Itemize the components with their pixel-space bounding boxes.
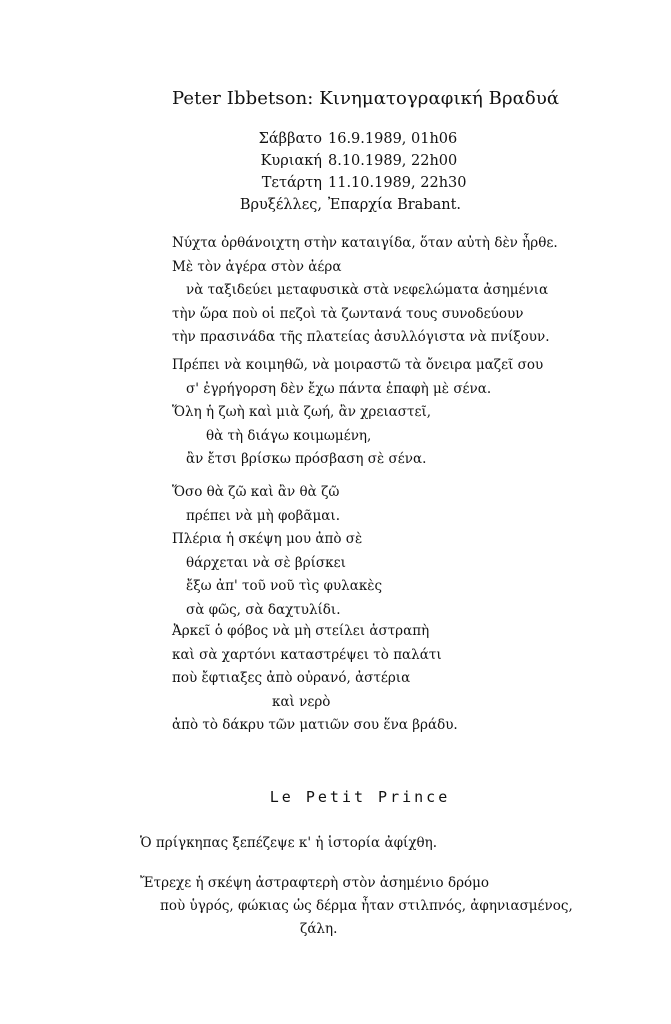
date-row	[232, 150, 466, 172]
date-value: 11.10.1989, 22h30	[328, 175, 467, 191]
date-value: 16.9.1989, 01h06	[328, 131, 458, 147]
date-block	[232, 128, 466, 216]
stanza-2	[172, 354, 543, 472]
poem-line: Ἀρκεῖ ὁ φόβος νὰ μὴ στείλει ἀστραπὴ	[172, 623, 430, 639]
date-place-value: Ἐπαρχία Brabant.	[328, 197, 462, 213]
poem-line: Νύχτα ὀρθάνοιχτη στὴν καταιγίδα, ὅταν αὐτὴ δὲν ἦρθε.	[172, 235, 558, 251]
date-value: 8.10.1989, 22h00	[328, 153, 458, 169]
poem-line: Πρέπει νὰ κοιμηθῶ, νὰ μοιραστῶ τὰ ὄνειρα μαζεῖ σου	[172, 357, 544, 373]
poem-line: σ' ἐγρήγορση δὲν ἔχω πάντα ἐπαφὴ μὲ σένα.	[186, 380, 492, 397]
date-day: Κυριακή	[260, 153, 322, 169]
poem-line: ἂν ἔτσι βρίσκω πρόσβαση σὲ σένα.	[186, 451, 427, 467]
poem-line: Ἔτρεχε ἡ σκέψη ἀστραφτερὴ στὸν ἀσημένιο δρόμο	[140, 875, 490, 891]
date-row	[232, 128, 466, 150]
poem-line: ποὺ ὑγρός, φώκιας ὡς δέρμα ἦταν στιλπνός, ἀφηνιασμένος,	[160, 898, 573, 914]
poem-line: σὰ φῶς, σὰ δαχτυλίδι.	[186, 601, 341, 618]
date-day: Τετάρτη	[261, 175, 322, 191]
date-row	[232, 194, 466, 216]
section-title: Le Petit Prince	[269, 788, 451, 806]
prince-stanza-1	[140, 832, 437, 855]
poem-line: Ὅσο θὰ ζῶ καὶ ἂν θὰ ζῶ	[172, 484, 340, 500]
poem-line: τὴν πρασινάδα τῆς πλατείας ἀσυλλόγιστα νὰ πνίξουν.	[172, 329, 550, 345]
poem-line: Ὅλη ἡ ζωὴ καὶ μιὰ ζωή, ἂν χρειαστεῖ,	[172, 404, 432, 420]
page-title: Peter Ibbetson: Κινηματογραφική Βραδυά	[172, 88, 560, 109]
poem-line: θὰ τὴ διάγω κοιμωμένη,	[206, 427, 372, 444]
prince-stanza-2	[140, 872, 573, 941]
stanza-3	[172, 481, 382, 622]
poem-line: ἔξω ἀπ' τοῦ νοῦ τὶς φυλακὲς	[186, 578, 383, 594]
poem-line: τὴν ὥρα ποὺ οἱ πεζοὶ τὰ ζωντανά τους συνοδεύουν	[172, 305, 524, 322]
poem-line: καὶ σὰ χαρτόνι καταστρέψει τὸ παλάτι	[172, 646, 442, 663]
poem-line: πρέπει νὰ μὴ φοβᾶμαι.	[186, 507, 340, 524]
poem-line: Πλέρια ἡ σκέψη μου ἀπὸ σὲ	[172, 531, 363, 547]
poem-line: ποὺ ἔφτιαξες ἀπὸ οὐρανό, ἀστέρια	[172, 670, 411, 686]
date-row	[232, 172, 466, 194]
poem-line: Ὁ πρίγκηπας ξεπέζεψε κ' ἡ ἱστορία ἀφίχθη.	[140, 835, 438, 851]
stanza-1	[172, 232, 558, 350]
poem-line: ζάλη.	[300, 921, 338, 937]
poem-line: θάρχεται νὰ σὲ βρίσκει	[186, 554, 346, 571]
poem-line: ἀπὸ τὸ δάκρυ τῶν ματιῶν σου ἕνα βράδυ.	[172, 717, 458, 733]
poem-line: καὶ νερὸ	[272, 693, 331, 710]
stanza-4	[172, 620, 458, 738]
date-place: Βρυξέλλες,	[239, 197, 322, 213]
poem-line: Μὲ τὸν ἀγέρα στὸν ἀέρα	[172, 258, 342, 275]
poem-line: νὰ ταξιδεύει μεταφυσικὰ στὰ νεφελώματα ἀσημένια	[186, 282, 549, 298]
date-day: Σάββατο	[258, 131, 322, 147]
